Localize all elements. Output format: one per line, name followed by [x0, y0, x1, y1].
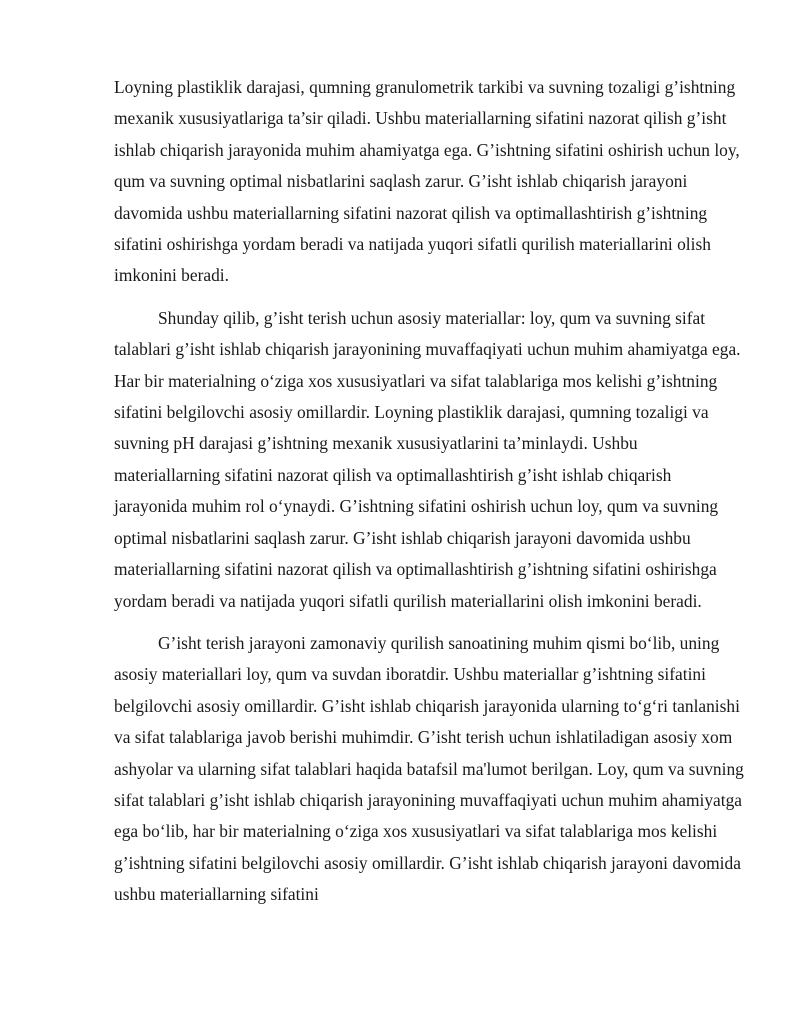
paragraph-2: Shunday qilib, g’isht terish uchun asosiy materiallar: loy, qum va suvning sifat talablari g’isht ishlab chiqarish jarayonining muvaffaqiyati uchun muhim ahamiyatga ega. Har bir materialning o‘ziga xos xususiyatlari va sifat talablariga mos kelishi g’ishtning sifatini belgilovchi asosiy omillardir. Loyning plastiklik darajasi, qumning tozaligi va suvning pH darajasi g’ishtning mexanik xususiyatlarini ta’minlaydi. Ushbu materiallarning sifatini nazorat qilish va optimallashtirish g’isht ishlab chiqarish jarayonida muhim rol o‘ynaydi. G’ishtning sifatini oshirish uchun loy, qum va suvning optimal nisbatlarini saqlash zarur. G’isht ishlab chiqarish jarayoni davomida ushbu materiallarning sifatini nazorat qilish va optimallashtirish g’ishtning sifatini oshirishga yordam beradi va natijada yuqori sifatli qurilish materiallarini olish imkonini beradi.	[114, 307, 741, 611]
document-body	[114, 72, 744, 922]
paragraph-1: Loyning plastiklik darajasi, qumning granulometrik tarkibi va suvning tozaligi g’ishtning mexanik xususiyatlariga ta’sir qiladi. Ushbu materiallarning sifatini nazorat qilish g’isht ishlab chiqarish jarayonida muhim ahamiyatga ega. G’ishtning sifatini oshirish uchun loy, qum va suvning optimal nisbatlarini saqlash zarur. G’isht ishlab chiqarish jarayoni davomida ushbu materiallarning sifatini nazorat qilish va optimallashtirish g’ishtning sifatini oshirishga yordam beradi va natijada yuqori sifatli qurilish materiallarini olish imkonini beradi.	[114, 77, 740, 286]
paragraph-3: G’isht terish jarayoni zamonaviy qurilish sanoatining muhim qismi bo‘lib, uning asosiy materiallari loy, qum va suvdan iboratdir. Ushbu materiallar g’ishtning sifatini belgilovchi asosiy omillardir. G’isht ishlab chiqarish jarayonida ularning to‘g‘ri tanlanishi va sifat talablariga javob berishi muhimdir. G’isht terish uchun ishlatiladigan asosiy xom ashyolar va ularning sifat talablari haqida batafsil ma'lumot berilgan. Loy, qum va suvning sifat talablari g’isht ishlab chiqarish jarayonining muvaffaqiyati uchun muhim ahamiyatga ega bo‘lib, har bir materialning o‘ziga xos xususiyatlari va sifat talablariga mos kelishi g’ishtning sifatini belgilovchi asosiy omillardir. G’isht ishlab chiqarish jarayoni davomida ushbu materiallarning sifatini	[114, 632, 744, 905]
